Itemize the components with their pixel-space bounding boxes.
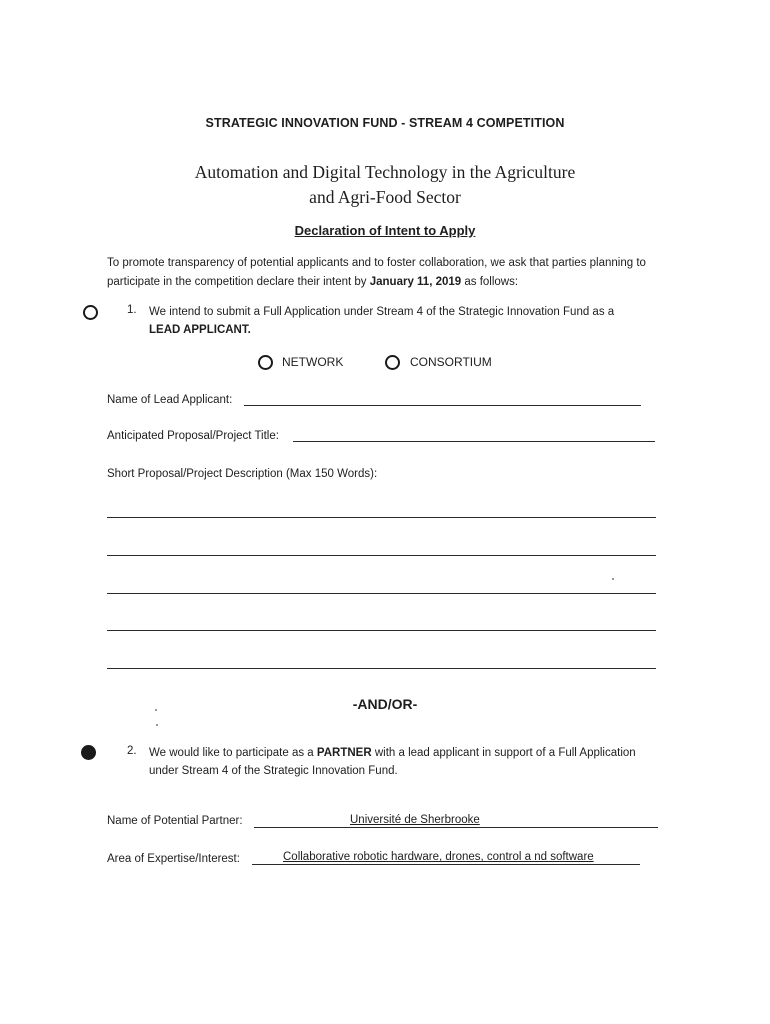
description-line-2[interactable] bbox=[107, 555, 656, 556]
description-line-4[interactable] bbox=[107, 630, 656, 631]
form-subtitle: Declaration of Intent to Apply bbox=[294, 223, 476, 238]
scan-speck bbox=[612, 578, 614, 580]
scan-speck bbox=[156, 724, 158, 726]
project-title-field[interactable] bbox=[293, 441, 655, 442]
consortium-radio[interactable] bbox=[385, 355, 400, 370]
title-line-2: and Agri-Food Sector bbox=[309, 187, 461, 207]
network-radio[interactable] bbox=[258, 355, 273, 370]
partner-label: Name of Potential Partner: bbox=[107, 815, 243, 827]
description-line-1[interactable] bbox=[107, 517, 656, 518]
option-2-role: PARTNER bbox=[316, 747, 372, 759]
intro-text: To promote transparency of potential applicants and to foster collaboration, we ask that parties planning to participate in the competition declare their intent by bbox=[107, 257, 646, 288]
expertise-field-line[interactable] bbox=[252, 864, 640, 865]
network-label: NETWORK bbox=[282, 355, 344, 369]
option-1-radio[interactable] bbox=[83, 305, 98, 320]
option-2-text-after: with a lead applicant in support of a Full Application bbox=[371, 747, 636, 759]
intro-text-end: as follows: bbox=[461, 276, 519, 288]
program-heading: STRATEGIC INNOVATION FUND - STREAM 4 COMPETITION bbox=[205, 116, 565, 130]
partner-value[interactable]: Université de Sherbrooke bbox=[350, 814, 480, 826]
lead-applicant-field[interactable] bbox=[244, 405, 641, 406]
description-label: Short Proposal/Project Description (Max 150 Words): bbox=[107, 468, 378, 480]
option-2-statement-line-1 bbox=[149, 744, 689, 762]
option-1-text bbox=[149, 303, 669, 339]
project-title-label: Anticipated Proposal/Project Title: bbox=[107, 430, 279, 442]
expertise-value[interactable]: Collaborative robotic hardware, drones, control a nd software bbox=[283, 851, 594, 863]
and-or-separator: -AND/OR- bbox=[352, 696, 418, 712]
option-1-role: LEAD APPLICANT. bbox=[149, 324, 251, 336]
description-line-3[interactable] bbox=[107, 593, 656, 594]
title-line-1: Automation and Digital Technology in the Agriculture bbox=[194, 162, 576, 182]
intro-deadline-date: January 11, 2019 bbox=[369, 276, 462, 288]
option-1-number: 1. bbox=[127, 304, 137, 316]
option-2-number: 2. bbox=[127, 745, 137, 757]
consortium-label: CONSORTIUM bbox=[410, 355, 492, 369]
option-2-text-before: We would like to participate as a bbox=[149, 747, 317, 759]
option-1-statement: We intend to submit a Full Application under Stream 4 of the Strategic Innovation Fund as a bbox=[149, 306, 615, 318]
lead-applicant-label: Name of Lead Applicant: bbox=[107, 394, 233, 406]
expertise-label: Area of Expertise/Interest: bbox=[107, 853, 240, 865]
partner-field-line[interactable] bbox=[254, 827, 658, 828]
option-2-text bbox=[149, 744, 689, 780]
document-title bbox=[0, 160, 770, 210]
description-line-5[interactable] bbox=[107, 668, 656, 669]
option-2-radio-selected[interactable] bbox=[81, 745, 96, 760]
intro-paragraph bbox=[107, 254, 677, 292]
option-2-statement-line-2: under Stream 4 of the Strategic Innovation Fund. bbox=[149, 765, 398, 777]
